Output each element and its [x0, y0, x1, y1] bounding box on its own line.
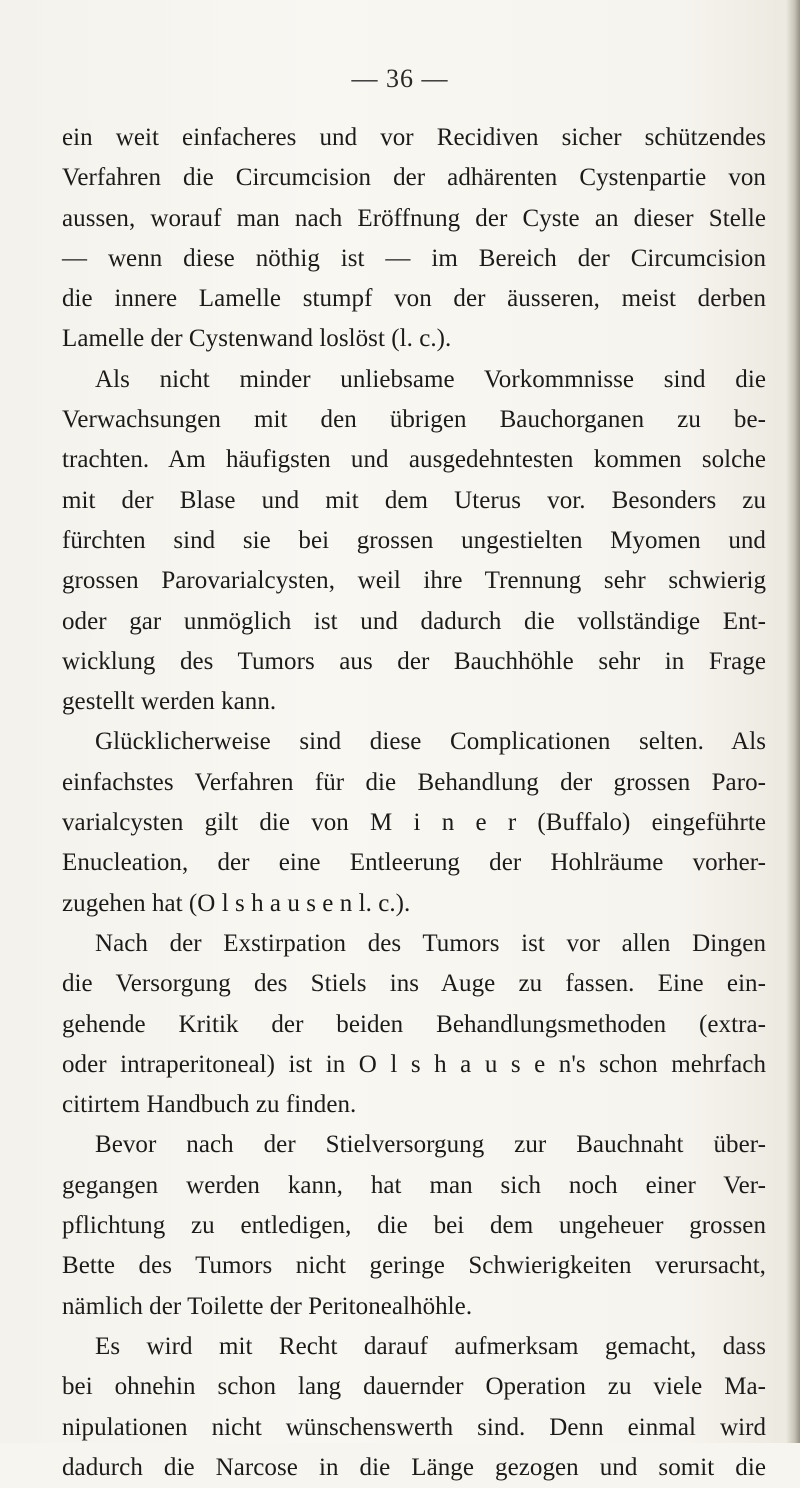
- text-line: ein weit einfacheres und vor Recidiven sicher schützendes: [62, 124, 766, 151]
- text-line: trachten. Am häufigsten und ausgedehntesten kommen solche: [62, 446, 766, 474]
- text-line: pflichtung zu entledigen, die bei dem ungeheuer grossen: [62, 1212, 766, 1240]
- text-line: wicklung des Tumors aus der Bauchhöhle sehr in Frage: [62, 647, 766, 675]
- text-line: Glücklicherweise sind diese Complicationen selten. Als: [95, 728, 766, 756]
- text-line: oder gar unmöglich ist und dadurch die vollständige Ent-: [62, 607, 766, 635]
- text-line: Verwachsungen mit den übrigen Bauchorganen zu be-: [62, 406, 766, 434]
- text-line: Bette des Tumors nicht geringe Schwierigkeiten verursacht,: [62, 1252, 766, 1280]
- page-number: — 36 —: [351, 64, 449, 93]
- text-line: gehende Kritik der beiden Behandlungsmethoden (extra-: [62, 1010, 766, 1038]
- text-line: die innere Lamelle stumpf von der äusseren, meist derben: [62, 285, 766, 313]
- text-line: zugehen hat (O l s h a u s e n l. c.).: [62, 889, 411, 917]
- text-line: citirtem Handbuch zu finden.: [62, 1091, 357, 1119]
- text-line: mit der Blase und mit dem Uterus vor. Besonders zu: [62, 486, 766, 514]
- text-line: grossen Parovarialcysten, weil ihre Trennung sehr schwierig: [62, 567, 766, 595]
- text-line: dadurch die Narcose in die Länge gezogen und somit die: [62, 1453, 766, 1481]
- text-line: Lamelle der Cystenwand loslöst (l. c.).: [62, 325, 452, 353]
- page-edge-shadow: [786, 0, 800, 1443]
- text-line: Als nicht minder unliebsame Vorkommnisse sind die: [95, 365, 766, 393]
- text-line: fürchten sind sie bei grossen ungestielten Myomen und: [62, 526, 766, 554]
- text-line: aussen, worauf man nach Eröffnung der Cyste an dieser Stelle: [62, 204, 766, 232]
- text-line: Bevor nach der Stielversorgung zur Bauchnaht über-: [95, 1131, 766, 1159]
- text-line: die Versorgung des Stiels ins Auge zu fassen. Eine ein-: [62, 970, 766, 998]
- text-line: Nach der Exstirpation des Tumors ist vor allen Dingen: [95, 929, 766, 957]
- text-line: nämlich der Toilette der Peritonealhöhle.: [62, 1292, 473, 1320]
- text-line: bei ohnehin schon lang dauernder Operation zu viele Ma-: [62, 1373, 766, 1401]
- body-text: [62, 118, 766, 1488]
- text-line: varialcysten gilt die von M i n e r (Buffalo) eingeführte: [62, 809, 766, 837]
- text-line: gestellt werden kann.: [62, 688, 277, 716]
- text-line: einfachstes Verfahren für die Behandlung der grossen Paro-: [62, 768, 766, 796]
- text-line: Verfahren die Circumcision der adhärenten Cystenpartie von: [62, 164, 766, 192]
- text-line: gegangen werden kann, hat man sich noch einer Ver-: [62, 1171, 766, 1199]
- text-line: oder intraperitoneal) ist in O l s h a u s e n's schon mehrfach: [62, 1050, 766, 1078]
- text-line: — wenn diese nöthig ist — im Bereich der Circumcision: [62, 244, 766, 272]
- text-line: nipulationen nicht wünschenswerth sind. Denn einmal wird: [62, 1413, 766, 1441]
- text-line: Es wird mit Recht darauf aufmerksam gemacht, dass: [95, 1332, 766, 1360]
- text-line: Enucleation, der eine Entleerung der Hohlräume vorher-: [62, 849, 766, 877]
